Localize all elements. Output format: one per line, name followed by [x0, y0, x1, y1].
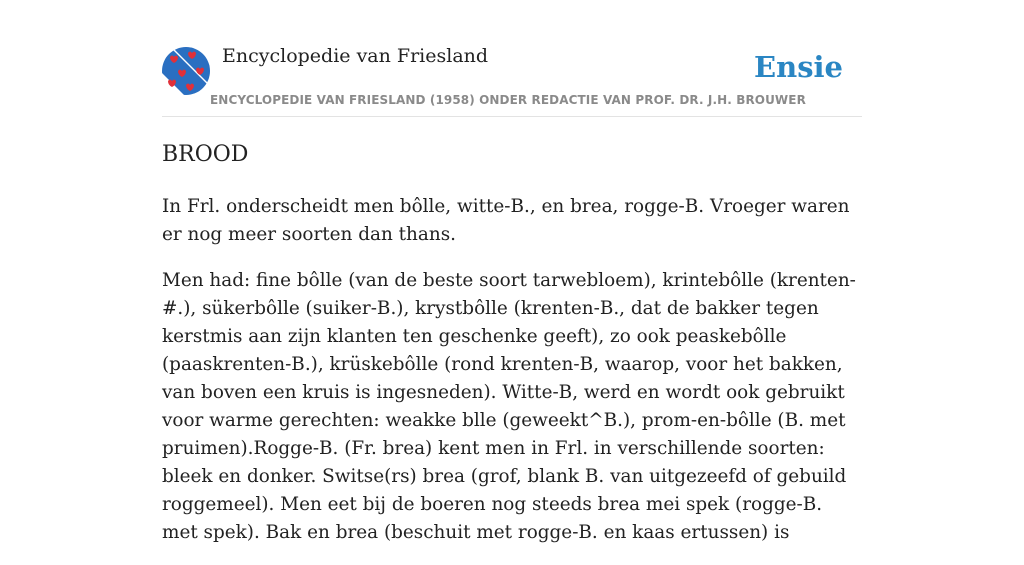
header: [162, 44, 862, 117]
page: [162, 0, 862, 543]
frisian-flag-icon[interactable]: [162, 47, 210, 95]
entry-paragraph: In Frl. onderscheidt men bôlle, witte-B., en brea, rogge-B. Vroeger waren er nog meer soorten dan thans.: [162, 196, 850, 245]
encyclopedia-subtitle: ENCYCLOPEDIE VAN FRIESLAND (1958) ONDER REDACTIE VAN PROF. DR. J.H. BROUWER: [210, 93, 806, 107]
entry-paragraph: Men had: fine bôlle (van de beste soort tarwebloem), krintebôlle (krenten-#.), sükerbôlle (suiker-B.), krystbôlle (krenten-B., dat de bakker tegen kerstmis aan zijn klanten ten geschenke geeft), zo ook peaskebôlle (paaskrenten-B.), krüskebôlle (rond krenten-B, waarop, voor het bakken, van boven een kruis is ingesneden). Witte-B, werd en wordt ook gebruikt voor warme gerechten: weakke blle (geweekt^B.), prom-en-bôlle (B. met pruimen).Rogge-B. (Fr. brea) kent men in Frl. in verschillende soorten: bleek en donker. Switse(rs) brea (grof, blank B. van uitgezeefd of gebuild roggemeel). Men eet bij de boeren nog steeds brea mei spek (rogge-B. met spek). Bak en brea (beschuit met rogge-B. en kaas ertussen) is: [162, 270, 856, 543]
entry-content: [162, 138, 862, 565]
entry-title: BROOD: [162, 142, 249, 167]
ensie-brand-link[interactable]: Ensie: [754, 50, 843, 84]
site-title-link[interactable]: Encyclopedie van Friesland: [222, 45, 489, 67]
